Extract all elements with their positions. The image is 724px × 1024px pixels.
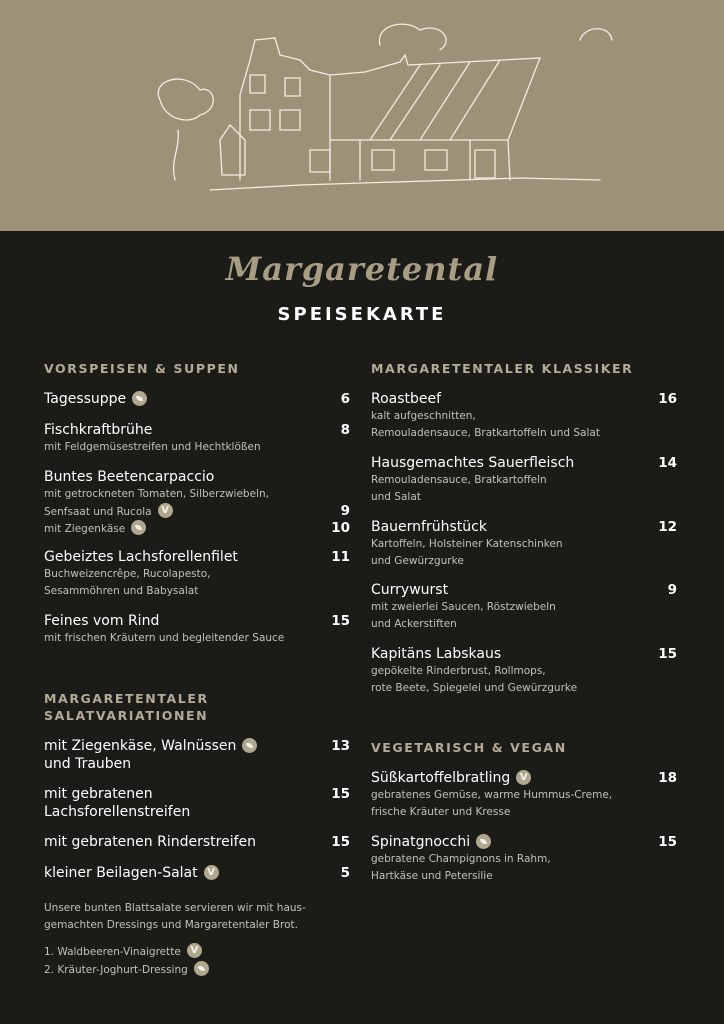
item-name: Lachsforellenstreifen: [44, 804, 191, 820]
item-description: Sesammöhren und Babysalat: [44, 584, 199, 597]
item-price: 14: [658, 455, 677, 471]
item-description: Remouladensauce, Bratkartoffeln: [371, 474, 547, 486]
item-price: 15: [331, 613, 350, 629]
item-price: 18: [658, 770, 677, 786]
section-heading: VEGETARISCH & VEGAN: [371, 740, 567, 755]
menu-item: [371, 581, 677, 632]
menu-item: [44, 737, 350, 773]
item-price: 15: [658, 646, 677, 662]
note-line: Unsere bunten Blattsalate servieren wir mit haus-: [44, 902, 306, 914]
leaf-icon: [132, 391, 147, 406]
page-title: SPEISEKARTE: [277, 304, 447, 325]
item-price: 9: [340, 502, 350, 519]
salad-note: [44, 900, 334, 933]
section-heading: MARGARETENTALER KLASSIKER: [371, 361, 634, 376]
item-name: Fischkraftbrühe: [44, 422, 153, 438]
dressing-list: [44, 943, 334, 978]
item-description: mit frischen Kräutern und begleitender Sauce: [44, 632, 285, 644]
item-price: 16: [658, 391, 677, 407]
vegan-icon: [158, 503, 173, 518]
section-heading: [44, 690, 209, 724]
menu-item: [44, 864, 350, 882]
item-name: Currywurst: [371, 582, 449, 598]
menu-item: [44, 785, 350, 821]
item-description: mit zweierlei Saucen, Röstzwiebeln: [371, 601, 556, 613]
menu-item: [44, 833, 350, 851]
house-sketch-icon: [0, 0, 724, 231]
menu-item: [371, 518, 677, 569]
item-description: und Salat: [371, 490, 421, 503]
item-price: 9: [667, 582, 677, 598]
item-name: Feines vom Rind: [44, 613, 160, 629]
menu-item: [44, 468, 350, 538]
item-name: Gebeiztes Lachsforellenfilet: [44, 549, 238, 565]
item-description: und Ackerstiften: [371, 617, 457, 630]
menu-item: [44, 548, 350, 599]
vegan-icon: [516, 770, 531, 785]
item-name: und Trauben: [44, 756, 132, 772]
item-name: mit gebratenen: [44, 786, 153, 802]
brand-logo: Margaretental: [225, 250, 499, 288]
leaf-icon: [242, 738, 257, 753]
item-price: 11: [331, 549, 350, 565]
item-description: mit getrockneten Tomaten, Silberzwiebeln,: [44, 488, 269, 500]
item-price: 8: [340, 422, 350, 438]
item-description: Buchweizencrêpe, Rucolapesto,: [44, 568, 211, 580]
dressing-item: 2. Kräuter-Joghurt-Dressing: [44, 963, 188, 976]
item-description: Senfsaat und Rucola: [44, 505, 152, 518]
header-illustration: [0, 0, 724, 231]
item-name: Kapitäns Labskaus: [371, 646, 502, 662]
heading-line: SALATVARIATIONEN: [44, 708, 209, 723]
item-name: mit gebratenen Rinderstreifen: [44, 834, 256, 850]
item-description: Kartoffeln, Holsteiner Katenschinken: [371, 538, 563, 550]
menu-item: [371, 390, 677, 441]
section-heading: VORSPEISEN & SUPPEN: [44, 361, 240, 376]
item-description: frische Kräuter und Kresse: [371, 805, 511, 818]
item-price: 15: [331, 834, 350, 850]
item-name: Roastbeef: [371, 391, 442, 407]
item-price: 15: [331, 786, 350, 802]
item-name: Buntes Beetencarpaccio: [44, 469, 215, 485]
item-description: gebratene Champignons in Rahm,: [371, 853, 551, 865]
item-price: 15: [658, 834, 677, 850]
item-description: gepökelte Rinderbrust, Rollmops,: [371, 665, 546, 677]
menu-item: [371, 454, 677, 505]
vegan-icon: [187, 943, 202, 958]
note-line: gemachten Dressings und Margaretentaler Brot.: [44, 918, 298, 931]
menu-item: [44, 390, 350, 408]
dressing-item: 1. Waldbeeren-Vinaigrette: [44, 946, 181, 958]
heading-line: MARGARETENTALER: [44, 691, 209, 706]
item-name: Hausgemachtes Sauerfleisch: [371, 455, 575, 471]
item-description: rote Beete, Spiegelei und Gewürzgurke: [371, 681, 578, 694]
menu-item: [44, 421, 350, 456]
item-description: Hartkäse und Petersilie: [371, 869, 493, 882]
item-variant: mit Ziegenkäse: [44, 523, 126, 535]
item-name: mit Ziegenkäse, Walnüssen: [44, 738, 237, 754]
item-price: 10: [331, 520, 350, 536]
leaf-icon: [194, 961, 209, 976]
item-name: Tagessuppe: [44, 391, 127, 407]
leaf-icon: [131, 520, 146, 535]
item-price: 13: [331, 738, 350, 754]
vegan-icon: [204, 865, 219, 880]
menu-item: [44, 612, 350, 647]
item-price: 5: [340, 865, 350, 881]
item-name: Spinatgnocchi: [371, 834, 471, 850]
menu-item: [371, 769, 677, 820]
item-description: kalt aufgeschnitten,: [371, 410, 476, 422]
item-description: Remouladensauce, Bratkartoffeln und Salat: [371, 426, 600, 439]
item-name: kleiner Beilagen-Salat: [44, 865, 198, 881]
leaf-icon: [476, 834, 491, 849]
item-description: und Gewürzgurke: [371, 554, 464, 567]
item-name: Süßkartoffelbratling: [371, 770, 511, 786]
item-description: mit Feldgemüsestreifen und Hechtklößen: [44, 441, 261, 453]
item-name: Bauernfrühstück: [371, 519, 487, 535]
item-description: gebratenes Gemüse, warme Hummus-Creme,: [371, 789, 613, 801]
menu-item: [371, 833, 677, 884]
menu-item: [371, 645, 677, 696]
item-price: 12: [658, 519, 677, 535]
item-price: 6: [340, 391, 350, 407]
